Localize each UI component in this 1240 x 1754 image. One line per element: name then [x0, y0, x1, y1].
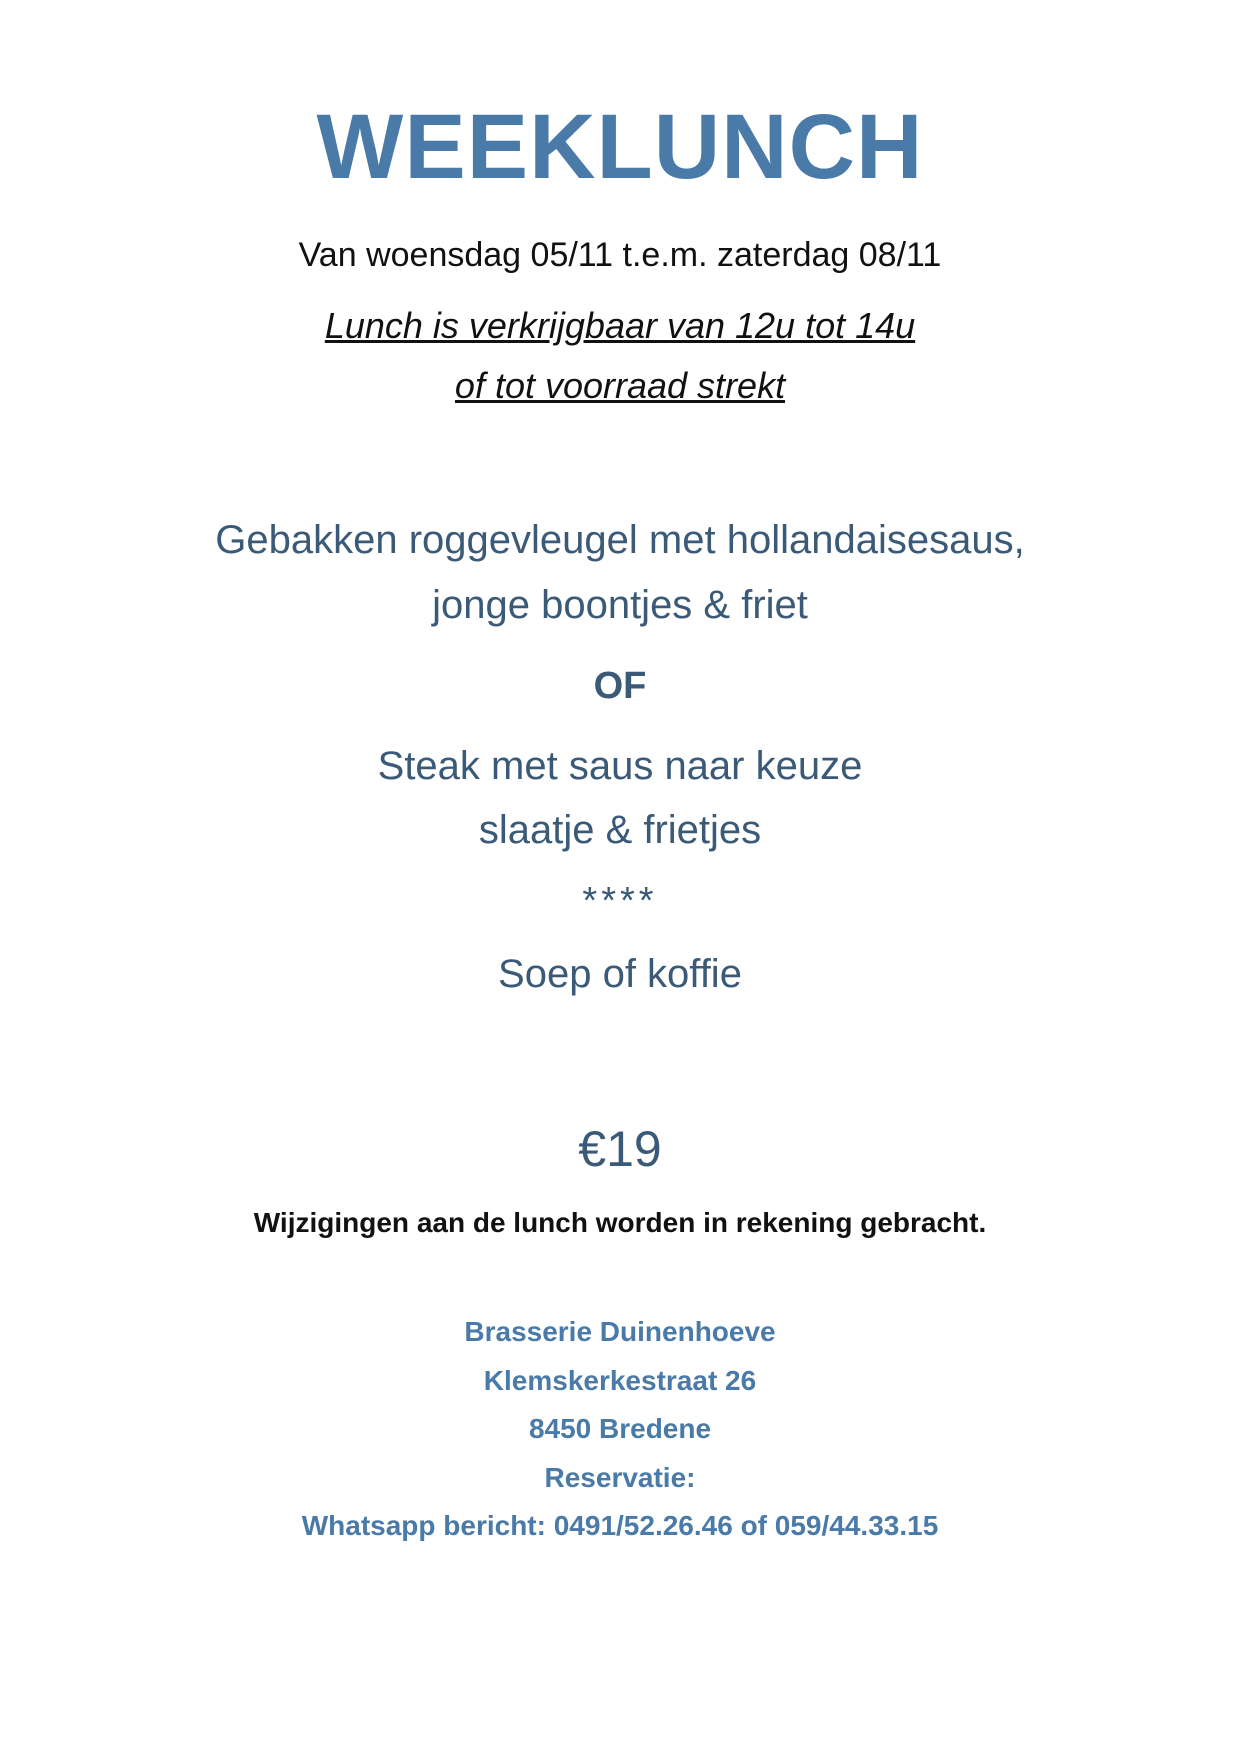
- modification-note: Wijzigingen aan de lunch worden in rekening gebracht.: [253, 1207, 987, 1238]
- city-address: 8450 Bredene: [528, 1413, 712, 1444]
- dish1-line-1: Gebakken roggevleugel met hollandaisesaus,: [215, 518, 1025, 562]
- dish1-line-2: jonge boontjes & friet: [432, 583, 808, 627]
- brasserie-name: Brasserie Duinenhoeve: [464, 1316, 776, 1347]
- or-separator: OF: [593, 665, 647, 707]
- date-range: Van woensdag 05/11 t.e.m. zaterdag 08/11: [298, 236, 942, 274]
- price: €19: [578, 1121, 662, 1177]
- availability-line-1: Lunch is verkrijgbaar van 12u tot 14u: [324, 305, 916, 346]
- extra-item: Soep of koffie: [498, 952, 742, 996]
- stars-divider: ****: [582, 880, 658, 922]
- reservation-label: Reservatie:: [544, 1462, 696, 1493]
- phone-numbers: Whatsapp bericht: 0491/52.26.46 of 059/44.33.15: [301, 1510, 939, 1541]
- dish2-line-2: slaatje & frietjes: [478, 808, 762, 852]
- page-title: WEEKLUNCH: [316, 96, 924, 198]
- dish2-line-1: Steak met saus naar keuze: [377, 744, 863, 788]
- street-address: Klemskerkestraat 26: [483, 1365, 757, 1396]
- availability-line-2: of tot voorraad strekt: [454, 365, 786, 406]
